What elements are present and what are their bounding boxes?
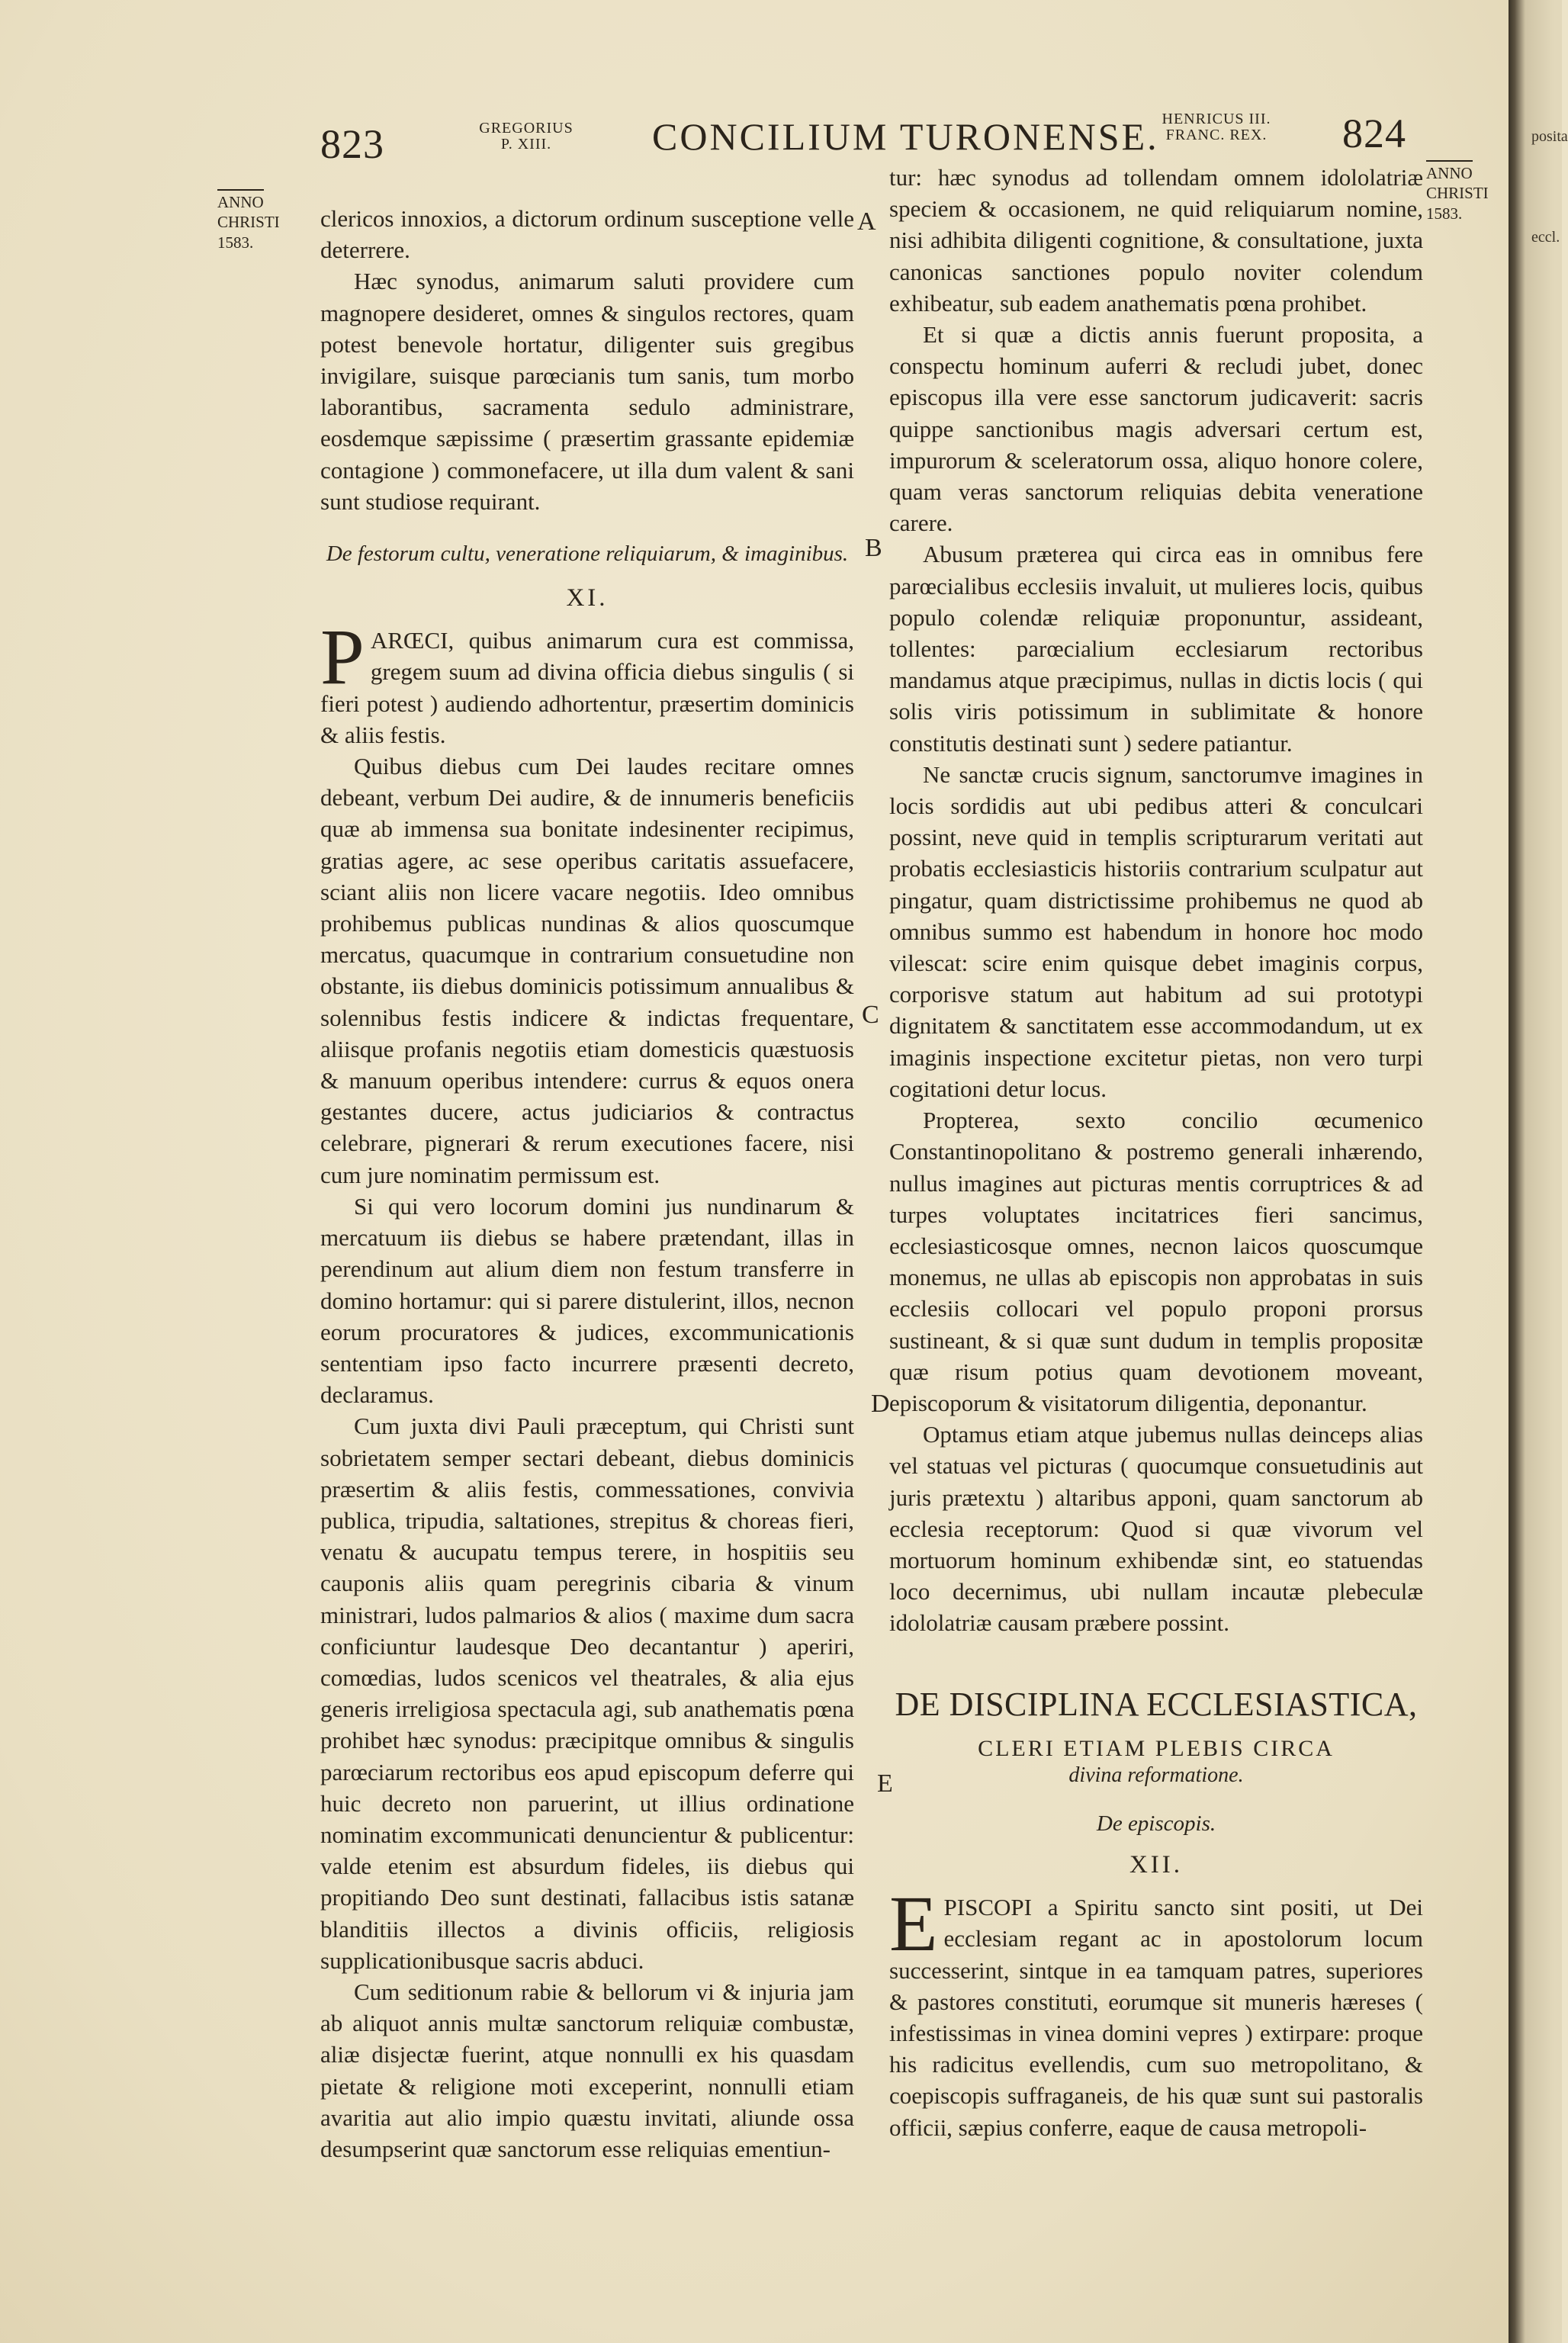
margin-letter-a: A [857,207,876,236]
year-note-right [1426,160,1489,223]
paragraph-with-dropcap [889,1880,1423,2143]
chapter-subheading-italic: divina reformatione. [1068,1763,1244,1788]
paragraph: Cum seditionum rabie & bellorum vi & injuria jam ab aliquot annis multæ sanctorum reliquiæ combustæ, aliæ disjectæ fuerint, atque nonnulli ex his quasdam pietate & religione moti exceperint, nonnulli etiam avaritia aut alio impio quæstu invitati, aliunde ossa desumpserint quæ sanctorum esse reliquias ementiun- [320,1978,854,2162]
paragraph: Quibus diebus cum Dei laudes recitare omnes debeant, verbum Dei audire, & de innumeris beneficiis quæ ab immensa sua bonitate indesinenter recipimus, gratias agere, ac sese operibus caritatis assuefacere, sciant aliis non licere vacare negotiis. Ideo omnibus prohibemus publicas nundinas & alios quoscumque mercatus, quacumque in contrarium consuetudine non obstante, iis diebus dominicis potissimum annualibus & solennibus festis indicere & indictas frequentare, aliisque profanis negotiis etiam domesticis quæstuosis & manuum operibus intendere: currus & equos onera gestantes ducere, actus judiciarios & contractus celebrare, pignerari & rerum executiones facere, nisi cum jure nominatim permissum est. [320,753,854,1188]
section-number: XII. [1129,1850,1184,1879]
margin-letter-c: C [862,1001,879,1029]
anno-label: ANNO [217,189,264,212]
king-name: HENRICUS III. [1162,111,1271,127]
paragraph: Si qui vero locorum domini jus nundinarum & mercatuum iis diebus se habere prætendant, illas in perendinum aut alium diem non festum transferre in domino hortamur: qui si parere distulerint, illos, necnon eorum procuratores & judices, excommunicationis sententiam ipso facto incurrere præsenti decreto, declaramus. [320,1192,854,1409]
pope-label [473,121,580,153]
paragraph: Cum juxta divi Pauli præceptum, qui Christi sunt sobrietatem semper sectari debeant, diebus dominicis præsertim & aliis festis, commessationes, convivia publica, tripudia, saltationes, strepitus & choreas fieri, venatu & aucupatu tempus terere, in hospitiis seu cauponis aliis quam peregrinis cibaria & vinum ministrari, ludos palmarios & alios ( maxime dum sacra conficiuntur laudesque Deo decantantur ) aperiri, comœdias, ludos scenicos vel theatrales, & alia ejus generis irreligiosa spectacula agi, sub anathematis pœna prohibet hæc synodus: præcipitque omnibus & singulis parœciarum rectoribus eos apud episcopum deferre qui huic decreto non paruerint, ut illius ordinatione nominatim excommunicati denuncientur & publicentur: valde etenim est absurdum fideles, iis diebus qui propitiando Deo sunt destinati, fallacibus istis satanæ blanditiis illectos a divinis officiis, religiosis supplicationibusque sacris abduci. [320,1413,854,1974]
page-number-left: 823 [320,121,384,167]
margin-letter-d: D [871,1390,890,1418]
king-label [1148,111,1285,143]
chapter-heading: DE DISCIPLINA ECCLESIASTICA, [895,1685,1418,1723]
paragraph: Hæc synodus, animarum saluti providere cum magnopere desideret, omnes & singulos rectores, quam potest benevole hortatur, diligenter suis gregibus invigilare, suisque parœcianis tum sanis, tum morbo laborantibus, sacramenta sedulo administrare, eosdemque sæpissime ( præsertim grassante epidemiæ contagione ) commonefacere, ut illa dum valent & sani sunt studiose requirant. [320,268,854,515]
section-heading: De festorum cultu, veneratione reliquiarum, & imaginibus. [326,542,849,567]
anno-label: ANNO [1426,160,1473,183]
christi-label: CHRISTI [1426,184,1489,203]
dropcap: E [889,1880,938,1969]
paragraph: Propterea, sexto concilio œcumenico Constantinopolitano & postremo generali inhærendo, nullus imagines aut picturas mentis corruptrices & ad turpes voluptates incitatrices fieri sancimus, ecclesiasticosque omnes, necnon laicos quoscumque monemus, ne ullas ab episcopis non approbatas in suis ecclesiis collocari vel populo proponi prorsus sustineant, & si quæ sunt dudum in templis propositæ quæ risum potius quam devotionem moveant, episcoporum & visitatorum diligentia, deponantur. [889,1107,1423,1416]
next-page-edge [1509,0,1562,2343]
pope-number: P. XIII. [500,136,552,153]
paragraph: Ne sanctæ crucis signum, sanctorumve imagines in locis sordidis aut ubi pedibus atteri & conculcari possint, neve quid in templis scripturarum veritati aut probatis ecclesiasticis historiis contrarium sculpatur aut pingatur, quam districtissime prohibemus ne quod ab omnibus summo est habendum in honore hoc modo vilescat: scire enim quisque debet imaginis corpus, corporisve statum aut habitum ad sui prototypi dignitatem & sanctitatem esse accommodandum, ut ex imaginis inspectione excitetur pietas, non vero turpi cogitationi detur locus. [889,760,1423,1102]
year-label: 1583. [1426,204,1463,223]
christi-label: CHRISTI [217,213,280,232]
paragraph: clericos innoxios, a dictorum ordinum susceptione velle deterrere. [320,205,854,264]
next-page-fragment: eccl. [1531,229,1560,246]
page-number-right: 824 [1342,111,1406,156]
pope-name: GREGORIUS [479,120,574,137]
section-heading: De episcopis. [1096,1811,1216,1836]
right-column [889,162,1423,2143]
section-number: XI. [566,584,609,612]
dropcap: P [320,613,365,702]
paragraph: Abusum præterea qui circa eas in omnibus fere parœcialibus ecclesiis invaluit, ut mulieres locis, quibus populo colendæ reliquiæ proponuntur, assideant, tollentes: parœcialium ecclesiarum rectoribus mandamus atque præcipimus, nullas in dictis locis ( qui solis viris potissimum in sublimitate & honore constitutis destinati sunt ) sedere patiantur. [889,541,1423,757]
paragraph-with-dropcap [320,613,854,750]
year-note-left [217,189,280,252]
paragraph-text: ARŒCI, quibus animarum cura est commissa, gregem suum ad divina officia diebus singulis ( si fieri potest ) audiendo adhortentur, præsertim dominicis & aliis festis. [320,627,854,748]
next-page-fragment: posita [1531,128,1568,145]
king-title: FRANC. REX. [1165,127,1268,143]
paragraph: tur: hæc synodus ad tollendam omnem idololatriæ speciem & occasionem, ne quid reliquiarum nomine, nisi adhibita diligenti cognitione, & consultatione, juxta canonicas sanctiones populo noviter colendum exhibeatur, sub eadem anathematis pœna prohibet. [889,164,1423,317]
year-label: 1583. [217,233,254,252]
paragraph-text: PISCOPI a Spiritu sancto sint positi, ut Dei ecclesiam regant ac in apostolorum locum successerint, sintque in ea tamquam patres, superiores & pastores constituti, eorumque sit muneris hæreses ( infestissimas in vinea domini vepres ) extirpare: proque his radicitus evellendis, cum suo metropolitano, & coepiscopis suffraganeis, de his quæ sunt sui pastoralis officii, sæpius conferre, eaque de causa metropoli- [889,1894,1423,2141]
left-column [320,203,854,2165]
chapter-subheading: CLERI ETIAM PLEBIS CIRCA [978,1736,1335,1762]
margin-letter-b: B [865,534,882,562]
paragraph: Optamus etiam atque jubemus nullas deinceps alias vel statuas vel picturas ( quocumque consuetudinis aut juris prætextu ) altaribus apponi, quam sanctorum ab ecclesia receptorum: Quod si quæ vivorum vel mortuorum hominum exhibendæ sint, eo statuendas loco decernimus, ubi nullam incautæ plebeculæ idololatriæ causam præbere possint. [889,1421,1423,1637]
margin-letter-e: E [877,1769,893,1798]
page-title: CONCILIUM TURONENSE. [652,115,1159,158]
paragraph: Et si quæ a dictis annis fuerunt proposita, a conspectu hominum auferri & recludi jubet, donec episcopus illa vere esse sanctorum judicaverit: sacris quippe sanctionibus magis adversari certum est, impurorum & sceleratorum ossa, aliquo honore colere, quam veras sanctorum reliquias debita veneratione carere. [889,321,1423,537]
